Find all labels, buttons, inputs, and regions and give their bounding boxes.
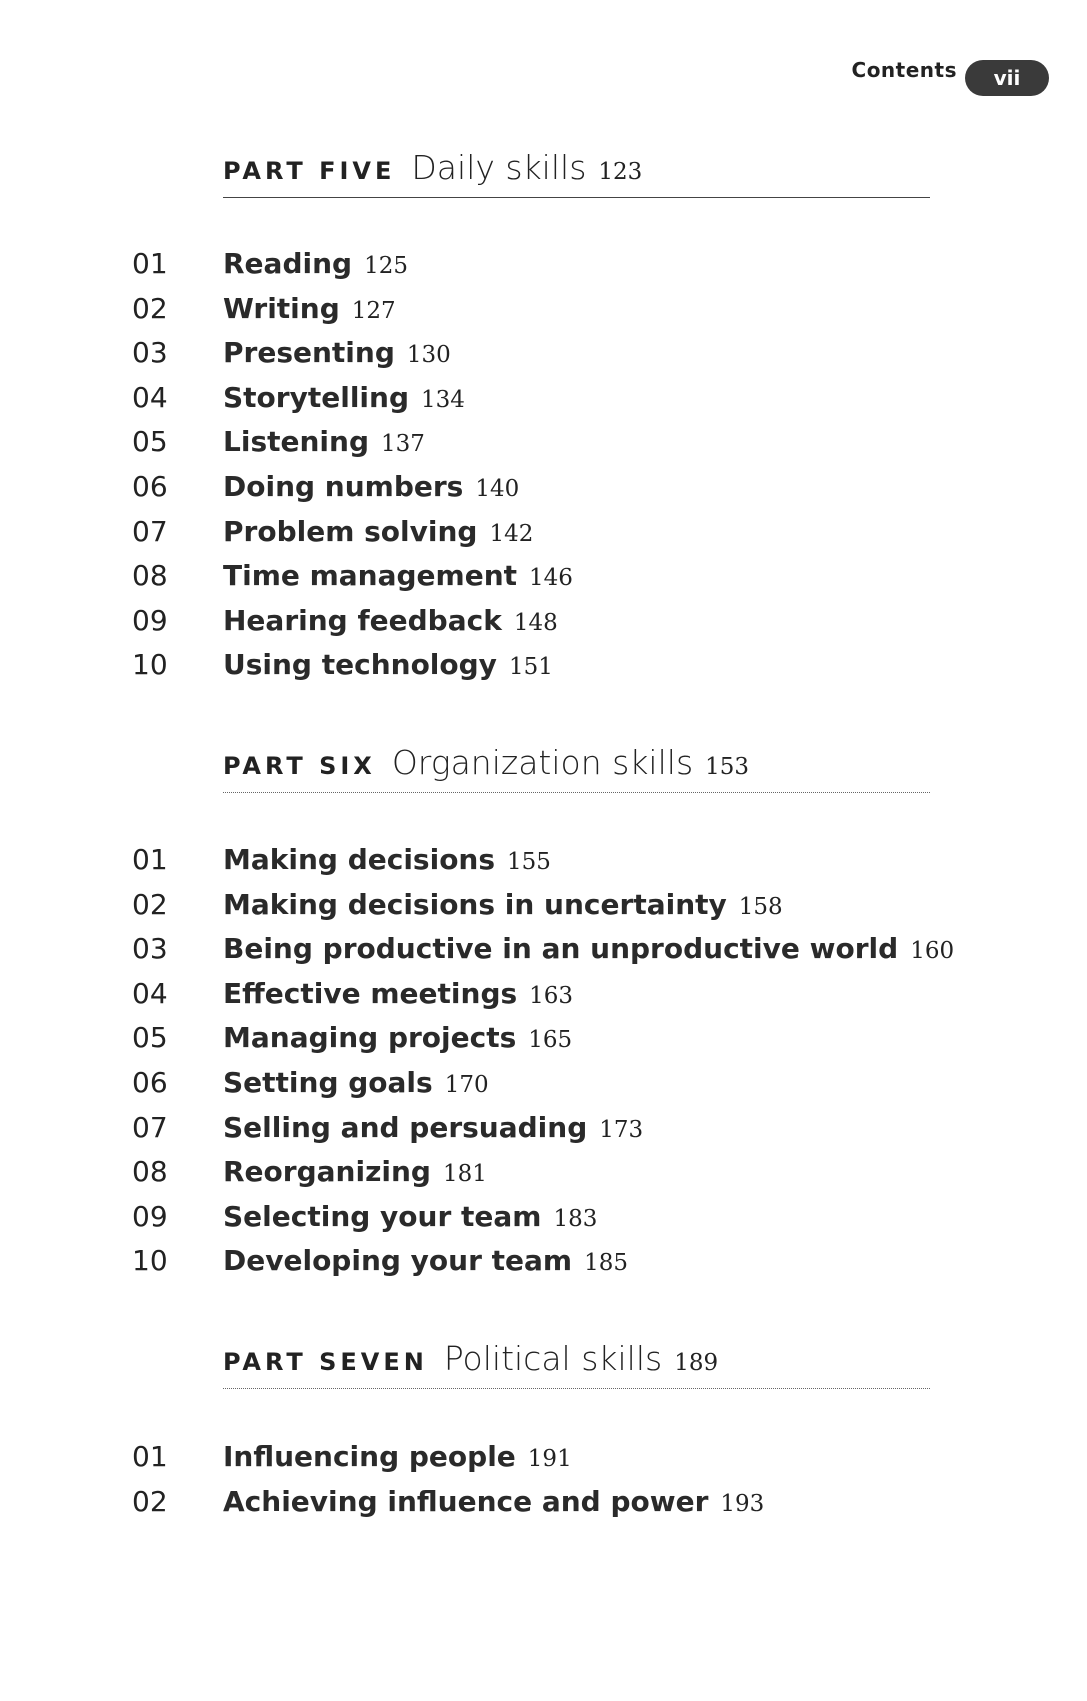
part-label: PART SEVEN (223, 1348, 428, 1376)
entry-title: Influencing people (223, 1440, 516, 1473)
toc-entry[interactable] (132, 515, 573, 560)
part-page: 189 (674, 1350, 719, 1376)
entry-page: 173 (599, 1116, 644, 1143)
part-title: Organization skills (391, 743, 694, 782)
entry-title: Doing numbers (223, 469, 464, 503)
part-five-heading (223, 148, 930, 198)
running-head: Contents (851, 58, 957, 82)
entry-title: Setting goals (223, 1065, 433, 1099)
part-title: Daily skills (411, 148, 587, 187)
entry-title: Achieving influence and power (223, 1484, 709, 1518)
toc-entry[interactable] (132, 604, 573, 649)
entry-title: Reading (223, 247, 353, 280)
toc-entry[interactable] (132, 888, 954, 933)
part-label: PART FIVE (223, 157, 396, 185)
entry-number: 03 (132, 932, 168, 966)
entry-page: 127 (351, 297, 396, 324)
entry-page: 160 (910, 938, 955, 965)
part-six-heading (223, 743, 930, 793)
entry-page: 134 (421, 386, 465, 413)
entry-number: 02 (132, 291, 168, 325)
entry-number: 01 (132, 247, 168, 280)
entry-page: 125 (364, 253, 408, 279)
part-label: PART SIX (223, 752, 376, 780)
entry-page: 137 (381, 431, 425, 458)
toc-entry[interactable] (132, 1021, 954, 1066)
divider (223, 197, 930, 198)
entry-page: 163 (529, 982, 574, 1009)
entry-number: 01 (132, 1440, 168, 1473)
entry-title: Time management (223, 559, 518, 593)
entry-title: Selecting your team (223, 1199, 542, 1233)
entry-title: Using technology (223, 648, 497, 682)
entry-title: Being productive in an unproductive world (223, 932, 899, 966)
toc-entry[interactable] (132, 559, 573, 604)
part-six-entries (132, 843, 954, 1289)
part-page: 123 (598, 159, 643, 185)
entry-page: 155 (507, 849, 551, 875)
entry-title: Problem solving (223, 514, 478, 548)
entry-page: 151 (508, 654, 553, 681)
toc-entry[interactable] (132, 336, 573, 381)
entry-number: 04 (132, 380, 168, 414)
toc-entry[interactable] (132, 1440, 764, 1485)
entry-page: 130 (406, 342, 451, 369)
toc-entry[interactable] (132, 1066, 954, 1111)
entry-title: Writing (223, 291, 340, 325)
entry-number: 08 (132, 1155, 168, 1189)
entry-title: Making decisions in uncertainty (223, 887, 727, 921)
entry-title: Reorganizing (223, 1155, 431, 1189)
toc-entry[interactable] (132, 1485, 764, 1530)
entry-page: 191 (527, 1446, 572, 1472)
toc-entry[interactable] (132, 247, 573, 292)
entry-page: 181 (442, 1161, 487, 1188)
page-number-badge: vii (965, 60, 1049, 96)
entry-title: Selling and persuading (223, 1110, 588, 1144)
toc-entry[interactable] (132, 470, 573, 515)
entry-page: 158 (738, 893, 783, 920)
entry-page: 146 (529, 565, 573, 592)
entry-number: 10 (132, 648, 168, 682)
toc-entry[interactable] (132, 648, 573, 693)
toc-entry[interactable] (132, 381, 573, 426)
entry-title: Presenting (223, 336, 395, 370)
entry-page: 193 (720, 1490, 765, 1517)
entry-page: 140 (475, 475, 520, 502)
entry-number: 02 (132, 1484, 168, 1518)
entry-number: 01 (132, 843, 168, 876)
part-seven-heading (223, 1339, 930, 1389)
toc-entry[interactable] (132, 1244, 954, 1289)
part-seven-entries (132, 1440, 764, 1529)
entry-number: 09 (132, 1199, 168, 1233)
entry-title: Effective meetings (223, 976, 518, 1010)
entry-title: Listening (223, 425, 369, 459)
toc-entry[interactable] (132, 843, 954, 888)
toc-entry[interactable] (132, 1111, 954, 1156)
entry-title: Making decisions (223, 843, 496, 876)
entry-number: 07 (132, 514, 168, 548)
toc-entry[interactable] (132, 932, 954, 977)
entry-number: 07 (132, 1110, 168, 1144)
entry-title: Storytelling (223, 380, 409, 414)
entry-page: 142 (489, 520, 534, 547)
toc-entry[interactable] (132, 1155, 954, 1200)
running-header (852, 58, 957, 82)
entry-number: 02 (132, 887, 168, 921)
entry-page: 183 (553, 1205, 598, 1232)
entry-title: Managing projects (223, 1021, 517, 1055)
entry-number: 06 (132, 1065, 168, 1099)
entry-number: 10 (132, 1244, 168, 1278)
entry-page: 170 (444, 1071, 489, 1098)
entry-number: 09 (132, 603, 168, 637)
part-page: 153 (705, 754, 750, 780)
toc-entry[interactable] (132, 292, 573, 337)
entry-page: 185 (584, 1250, 629, 1277)
divider (223, 1388, 930, 1389)
entry-page: 165 (528, 1027, 573, 1054)
entry-number: 04 (132, 976, 168, 1010)
toc-entry[interactable] (132, 1200, 954, 1245)
part-five-entries (132, 247, 573, 693)
entry-number: 08 (132, 559, 168, 593)
entry-number: 05 (132, 425, 168, 459)
entry-number: 06 (132, 469, 168, 503)
entry-title: Hearing feedback (223, 603, 502, 637)
entry-number: 03 (132, 336, 168, 370)
divider (223, 792, 930, 793)
toc-entry[interactable] (132, 977, 954, 1022)
entry-title: Developing your team (223, 1244, 573, 1278)
toc-entry[interactable] (132, 425, 573, 470)
part-title: Political skills (443, 1339, 663, 1378)
entry-page: 148 (513, 609, 558, 636)
entry-number: 05 (132, 1021, 168, 1055)
